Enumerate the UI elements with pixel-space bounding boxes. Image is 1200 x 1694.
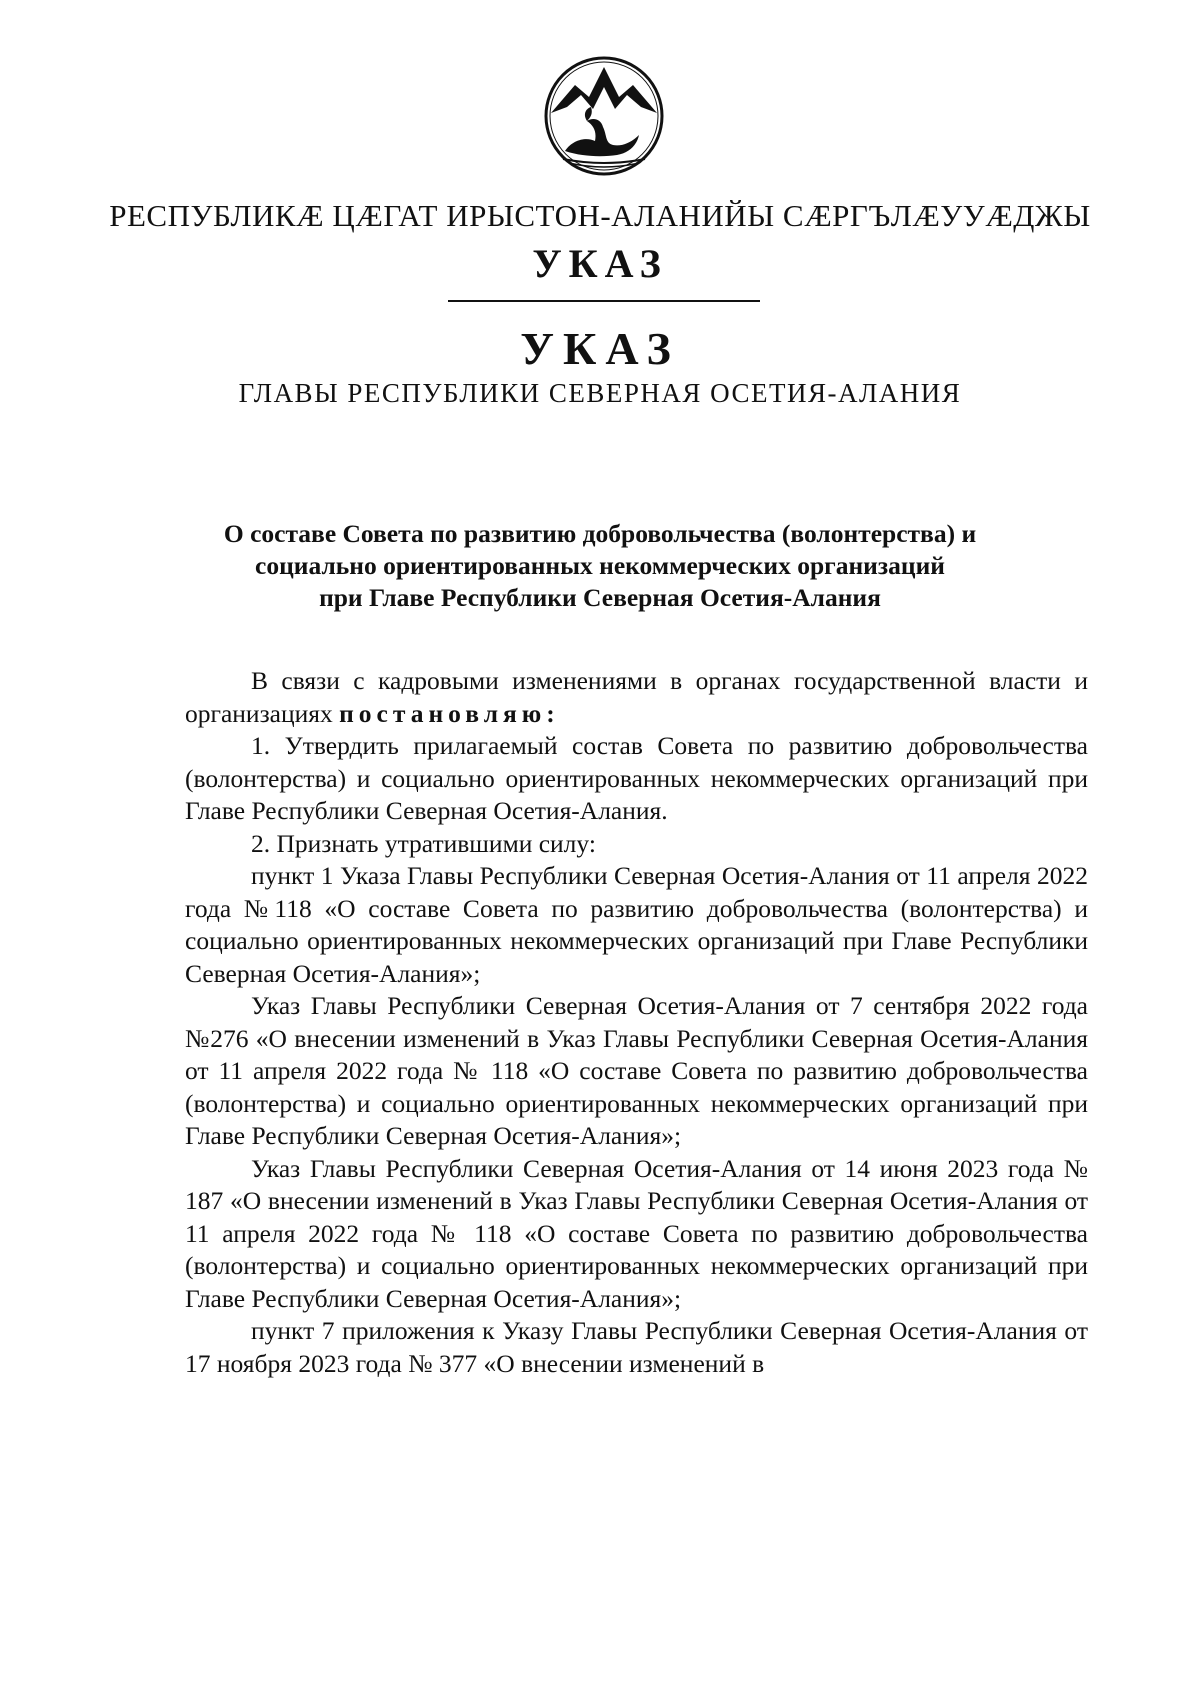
preamble-text: В связи с кадровыми изменениями в органах государственной власти и организациях (185, 666, 1088, 728)
header-russian: ГЛАВЫ РЕСПУБЛИКИ СЕВЕРНАЯ ОСЕТИЯ-АЛАНИЯ (238, 378, 962, 408)
repeal-paragraph-3: Указ Главы Республики Северная Осетия-Алания от 14 июня 2023 года № 187 «О внесении изменений в Указ Главы Республики Северная Осетия-Алания от 11 апреля 2022 года № 118 «О составе Совета по развитию добровольчества (волонтерства) и социально ориентированных некоммерческих организаций при Главе Республики Северная Осетия-Алания»; (185, 1153, 1088, 1313)
title-line: О составе Совета по развитию добровольчества (волонтерства) и (223, 519, 977, 548)
repeal-paragraph-1: пункт 1 Указа Главы Республики Северная Осетия-Алания от 11 апреля 2022 года №118 «О составе Совета по развитию добровольчества (волонтерства) и социально ориентированных некоммерческих организаций при Главе Республики Северная Осетия-Алания»; (185, 861, 1088, 988)
header-divider (448, 300, 760, 302)
title-line: при Главе Республики Северная Осетия-Алания (319, 583, 881, 612)
item-1-paragraph: 1. Утвердить прилагаемый состав Совета по развитию добровольчества (волонтерства) и социально ориентированных некоммерческих организаций при Главе Республики Северная Осетия-Алания. (185, 731, 1088, 825)
decree-title (150, 518, 1050, 614)
header-ossetian: РЕСПУБЛИКӔ ЦӔГАТ ИРЫСТОН-АЛАНИЙЫ СӔРГЪЛӔУУӔДЖЫ (109, 198, 1091, 233)
coat-of-arms-icon (543, 55, 665, 177)
decree-body (185, 665, 1088, 1380)
ukaz-ossetian-heading: УКАЗ (532, 241, 668, 286)
preamble-resolve: постановляю: (339, 698, 560, 728)
repeal-paragraph-4: пункт 7 приложения к Указу Главы Республики Северная Осетия-Алания от 17 ноября 2023 года № 377 «О внесении изменений в (185, 1316, 1088, 1378)
item-2-paragraph: 2. Признать утратившими силу: (251, 828, 596, 858)
repeal-paragraph-2: Указ Главы Республики Северная Осетия-Алания от 7 сентября 2022 года №276 «О внесении изменений в Указ Главы Республики Северная Осетия-Алания от 11 апреля 2022 года № 118 «О составе Совета по развитию добровольчества (волонтерства) и социально ориентированных некоммерческих организаций при Главе Республики Северная Осетия-Алания»; (185, 991, 1088, 1150)
preamble-paragraph (185, 665, 1088, 730)
ukaz-russian-heading: УКАЗ (520, 323, 680, 374)
title-line: социально ориентированных некоммерческих организаций (255, 551, 945, 580)
